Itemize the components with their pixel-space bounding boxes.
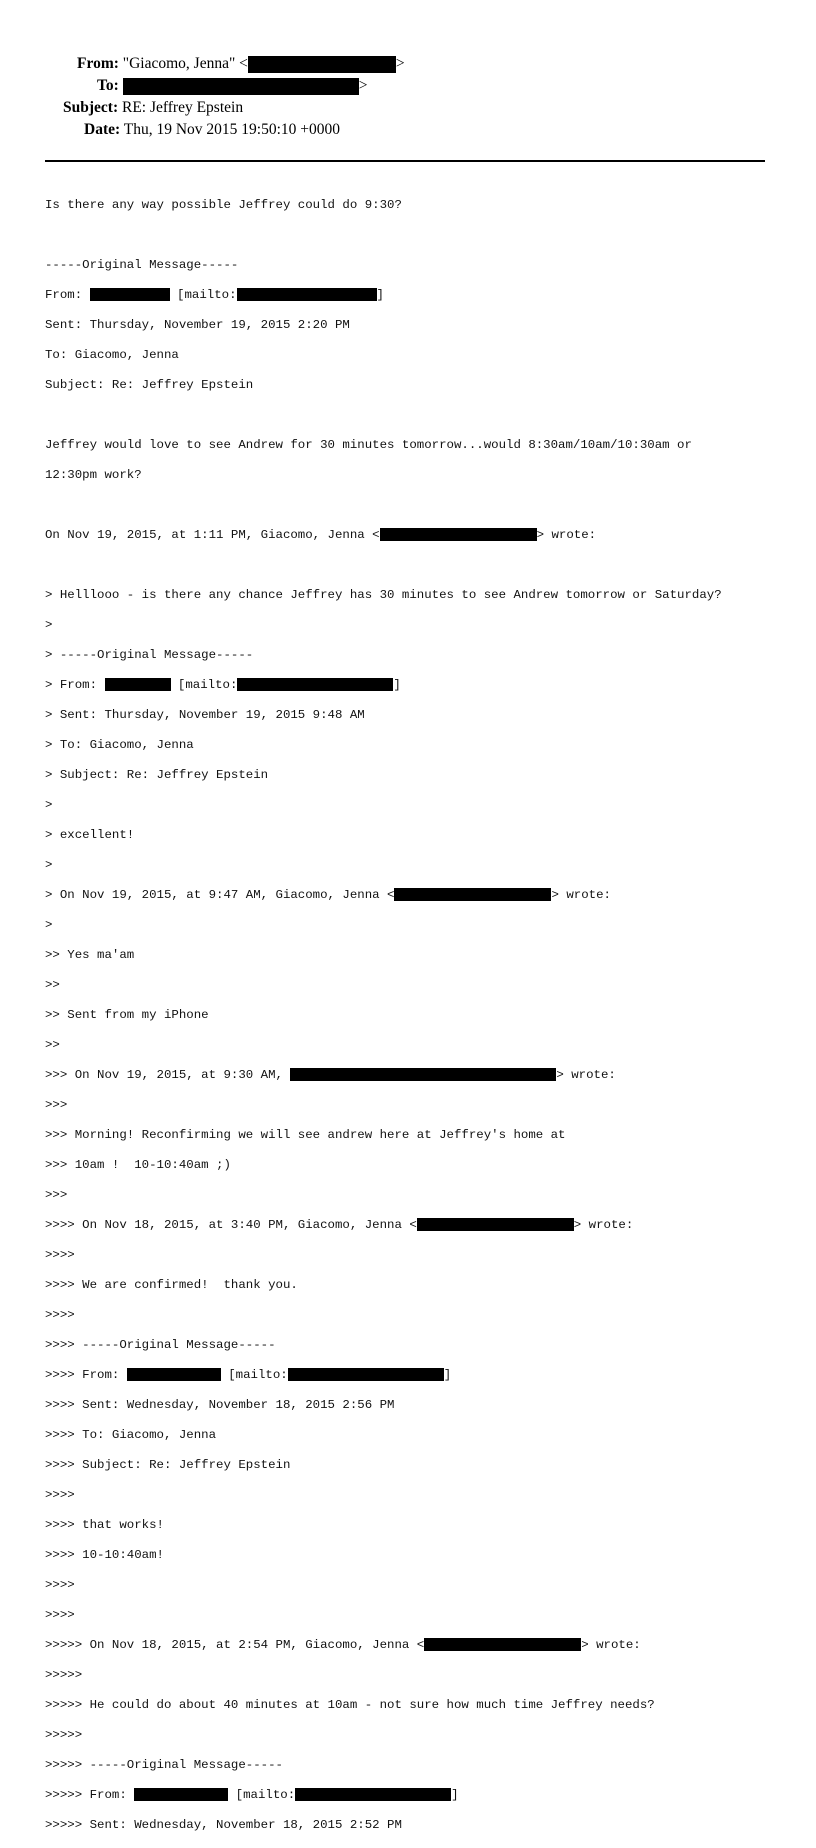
body-line	[45, 888, 722, 903]
text: From:	[45, 288, 90, 302]
body-line: -----Original Message-----	[45, 258, 239, 272]
body-line: >>> 10am ! 10-10:40am ;)	[45, 1158, 231, 1172]
body-line: >	[45, 918, 53, 932]
body-line: >>>> -----Original Message-----	[45, 1338, 276, 1352]
body-line: Jeffrey would love to see Andrew for 30 minutes tomorrow...would 8:30am/10am/10:30am or	[45, 438, 692, 452]
text: ]	[376, 288, 384, 302]
body-line: >>>> Sent: Wednesday, November 18, 2015 2:56 PM	[45, 1398, 395, 1412]
text: > wrote:	[536, 528, 597, 542]
body-line: >>>>>	[45, 1728, 83, 1742]
from-name: "Giacomo, Jenna" <	[122, 55, 248, 72]
text: > From:	[45, 678, 105, 692]
body-line: >	[45, 798, 53, 812]
from-suffix: >	[395, 55, 405, 72]
header-to	[97, 76, 367, 95]
from-label: From:	[77, 55, 119, 72]
body-line: >> Yes ma'am	[45, 948, 135, 962]
text: [mailto:	[220, 1368, 288, 1382]
body-line: To: Giacomo, Jenna	[45, 348, 179, 362]
redaction-box	[424, 1638, 581, 1651]
text: >>>> On Nov 18, 2015, at 3:40 PM, Giacomo, Jenna <	[45, 1218, 417, 1232]
body-line: >>>	[45, 1188, 68, 1202]
body-line: > Helllooo - is there any chance Jeffrey has 30 minutes to see Andrew tomorrow or Saturday?	[45, 588, 722, 602]
to-label: To:	[97, 77, 119, 94]
body-line	[45, 1218, 722, 1233]
body-line	[45, 288, 722, 303]
header-subject	[63, 98, 243, 117]
body-line	[45, 1368, 722, 1383]
body-line: > To: Giacomo, Jenna	[45, 738, 194, 752]
text: [mailto:	[169, 288, 237, 302]
redaction-box	[288, 1368, 444, 1381]
message-body	[45, 183, 722, 1848]
body-line: >>>>	[45, 1578, 75, 1592]
body-line: >>>> that works!	[45, 1518, 164, 1532]
body-line	[45, 1068, 722, 1083]
header-from	[77, 54, 405, 73]
date-value: Thu, 19 Nov 2015 19:50:10 +0000	[123, 121, 341, 138]
text: On Nov 19, 2015, at 1:11 PM, Giacomo, Jenna <	[45, 528, 380, 542]
body-line: >>	[45, 978, 60, 992]
text: > wrote:	[556, 1068, 616, 1082]
text: >>>>> From:	[45, 1788, 135, 1802]
body-line: 12:30pm work?	[45, 468, 142, 482]
text: >>>>> On Nov 18, 2015, at 2:54 PM, Giacomo, Jenna <	[45, 1638, 425, 1652]
body-line	[45, 678, 722, 693]
body-line: >	[45, 618, 53, 632]
body-line: >>>>	[45, 1308, 75, 1322]
body-line: Subject: Re: Jeffrey Epstein	[45, 378, 254, 392]
body-line: > excellent!	[45, 828, 135, 842]
body-line: > -----Original Message-----	[45, 648, 254, 662]
body-line: > Subject: Re: Jeffrey Epstein	[45, 768, 269, 782]
header-divider	[45, 160, 765, 162]
text: > wrote:	[551, 888, 611, 902]
redaction-box	[248, 56, 396, 73]
text: > wrote:	[581, 1638, 641, 1652]
text: ]	[443, 1368, 452, 1382]
body-line: > Sent: Thursday, November 19, 2015 9:48 AM	[45, 708, 365, 722]
body-line: >>> Morning! Reconfirming we will see andrew here at Jeffrey's home at	[45, 1128, 566, 1142]
body-line	[45, 1638, 722, 1653]
subject-label: Subject:	[63, 99, 119, 116]
redaction-box	[290, 1068, 556, 1081]
body-line: Sent: Thursday, November 19, 2015 2:20 PM	[45, 318, 350, 332]
text: ]	[451, 1788, 459, 1802]
date-label: Date:	[84, 121, 121, 138]
body-line: >>>> We are confirmed! thank you.	[45, 1278, 298, 1292]
body-line: >>>>>	[45, 1668, 83, 1682]
text: ]	[393, 678, 401, 692]
text: >>>> From:	[45, 1368, 127, 1382]
body-line: >>>	[45, 1098, 68, 1112]
redaction-box	[90, 288, 170, 301]
redaction-box	[417, 1218, 574, 1231]
redaction-box	[105, 678, 171, 691]
body-line	[45, 1788, 722, 1803]
text: > wrote:	[573, 1218, 634, 1232]
header-date	[84, 120, 340, 139]
redaction-box	[237, 288, 377, 301]
redaction-box	[127, 1368, 221, 1381]
redaction-box	[394, 888, 551, 901]
body-line: Is there any way possible Jeffrey could do 9:30?	[45, 198, 402, 212]
text: [mailto:	[170, 678, 238, 692]
redaction-box	[380, 528, 537, 541]
body-line: >>>>	[45, 1488, 75, 1502]
redaction-box	[295, 1788, 451, 1801]
body-line: >>>>	[45, 1248, 75, 1262]
body-line: >>>> Subject: Re: Jeffrey Epstein	[45, 1458, 291, 1472]
body-line: >>>>	[45, 1608, 75, 1622]
body-line: >	[45, 858, 53, 872]
redaction-box	[123, 78, 359, 95]
body-line	[45, 528, 722, 543]
body-line: >>	[45, 1038, 60, 1052]
body-line: >>>> To: Giacomo, Jenna	[45, 1428, 217, 1442]
redaction-box	[237, 678, 393, 691]
body-line: >>>>> He could do about 40 minutes at 10am - not sure how much time Jeffrey needs?	[45, 1698, 655, 1712]
text: [mailto:	[228, 1788, 296, 1802]
redaction-box	[134, 1788, 228, 1801]
text: > On Nov 19, 2015, at 9:47 AM, Giacomo, Jenna <	[45, 888, 395, 902]
subject-value: RE: Jeffrey Epstein	[121, 99, 244, 116]
text: >>> On Nov 19, 2015, at 9:30 AM,	[45, 1068, 291, 1082]
body-line: >>>>> -----Original Message-----	[45, 1758, 283, 1772]
to-suffix: >	[358, 77, 368, 94]
body-line: >>>> 10-10:40am!	[45, 1548, 164, 1562]
body-line: >> Sent from my iPhone	[45, 1008, 209, 1022]
body-line: >>>>> Sent: Wednesday, November 18, 2015 2:52 PM	[45, 1818, 402, 1832]
